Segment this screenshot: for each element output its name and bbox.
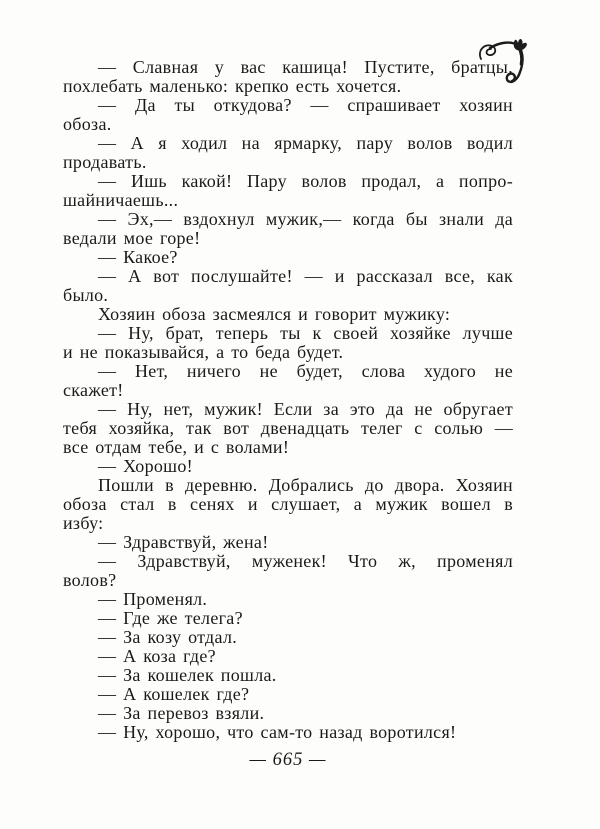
text-line: — За перевоз взяли.	[98, 703, 265, 723]
text-line: — Хорошо!	[98, 456, 193, 476]
text-line: — Здравствуй, жена!	[98, 532, 269, 552]
text-line: все отдам тебе, и с волами!	[63, 437, 290, 457]
text-line: — За кошелек пошла.	[98, 665, 277, 685]
text-line: продавать.	[63, 152, 147, 172]
text-line: — Ну, нет, мужик! Если за это да не обругает	[98, 399, 513, 419]
paragraph	[63, 457, 513, 476]
page-number-text: — 665 —	[249, 750, 327, 770]
text-line: волов?	[63, 570, 117, 590]
paragraph	[63, 172, 513, 210]
paragraph	[63, 476, 513, 533]
paragraph	[63, 533, 513, 552]
text-line: — А я ходил на ярмарку, пару волов водил	[98, 133, 513, 153]
text-line: — А кошелек где?	[98, 684, 250, 704]
text-line: — А вот послушайте! — и рассказал все, как	[98, 266, 513, 286]
paragraph	[63, 96, 513, 134]
paragraph	[63, 248, 513, 267]
text-line: — Где же телега?	[98, 608, 243, 628]
text-line: тебя хозяйка, так вот двенадцать телег с солью —	[63, 418, 513, 438]
paragraph	[63, 590, 513, 609]
paragraph	[63, 362, 513, 400]
text-line: — А коза где?	[98, 646, 216, 666]
paragraph	[63, 134, 513, 172]
text-line: — Променял.	[98, 589, 208, 609]
paragraph	[63, 609, 513, 628]
paragraph	[63, 647, 513, 666]
text-line: похлебать маленько: крепко есть хочется.	[63, 76, 402, 96]
paragraph	[63, 58, 513, 96]
text-line: и не показывайся, а то беда будет.	[63, 342, 344, 362]
text-line: скажет!	[63, 380, 124, 400]
paragraph	[63, 666, 513, 685]
paragraph	[63, 704, 513, 723]
text-line: обоза.	[63, 114, 112, 134]
text-line: было.	[63, 285, 109, 305]
flourish-head	[514, 39, 527, 51]
paragraph	[63, 267, 513, 305]
text-line: — Да ты откудова? — спрашивает хозяин	[98, 95, 513, 115]
text-line: обоза стал в сенях и слушает, а мужик вошел в	[63, 494, 513, 514]
paragraph	[63, 685, 513, 704]
paragraph	[63, 305, 513, 324]
paragraph	[63, 628, 513, 647]
text-line: — Какое?	[98, 247, 178, 267]
text-line: шайничаешь...	[63, 190, 179, 210]
text-line: Пошли в деревню. Добрались до двора. Хозяин	[98, 475, 513, 495]
paragraph	[63, 210, 513, 248]
text-line: — Ну, хорошо, что сам-то назад воротился!	[98, 722, 457, 742]
text-line: — Нет, ничего не будет, слова худого не	[98, 361, 513, 381]
text-line: — Ишь какой! Пару волов продал, а попро-	[98, 171, 513, 191]
text-line: ведали мое горе!	[63, 228, 201, 248]
paragraph	[63, 723, 513, 742]
paragraph	[63, 324, 513, 362]
text-line: — Славная у вас кашица! Пустите, братцы,	[98, 57, 513, 77]
text-line: — Ну, брат, теперь ты к своей хозяйке лучше	[98, 323, 513, 343]
text-line: Хозяин обоза засмеялся и говорит мужику:	[98, 304, 451, 324]
text-line: — Эх,— вздохнул мужик,— когда бы знали да	[98, 209, 513, 229]
paragraph	[63, 400, 513, 457]
story-text	[63, 58, 513, 742]
text-line: — За козу отдал.	[98, 627, 238, 647]
paragraph	[63, 552, 513, 590]
text-line: — Здравствуй, муженек! Что ж, променял	[98, 551, 513, 571]
text-line: избу:	[63, 513, 104, 533]
page-number	[63, 750, 513, 771]
